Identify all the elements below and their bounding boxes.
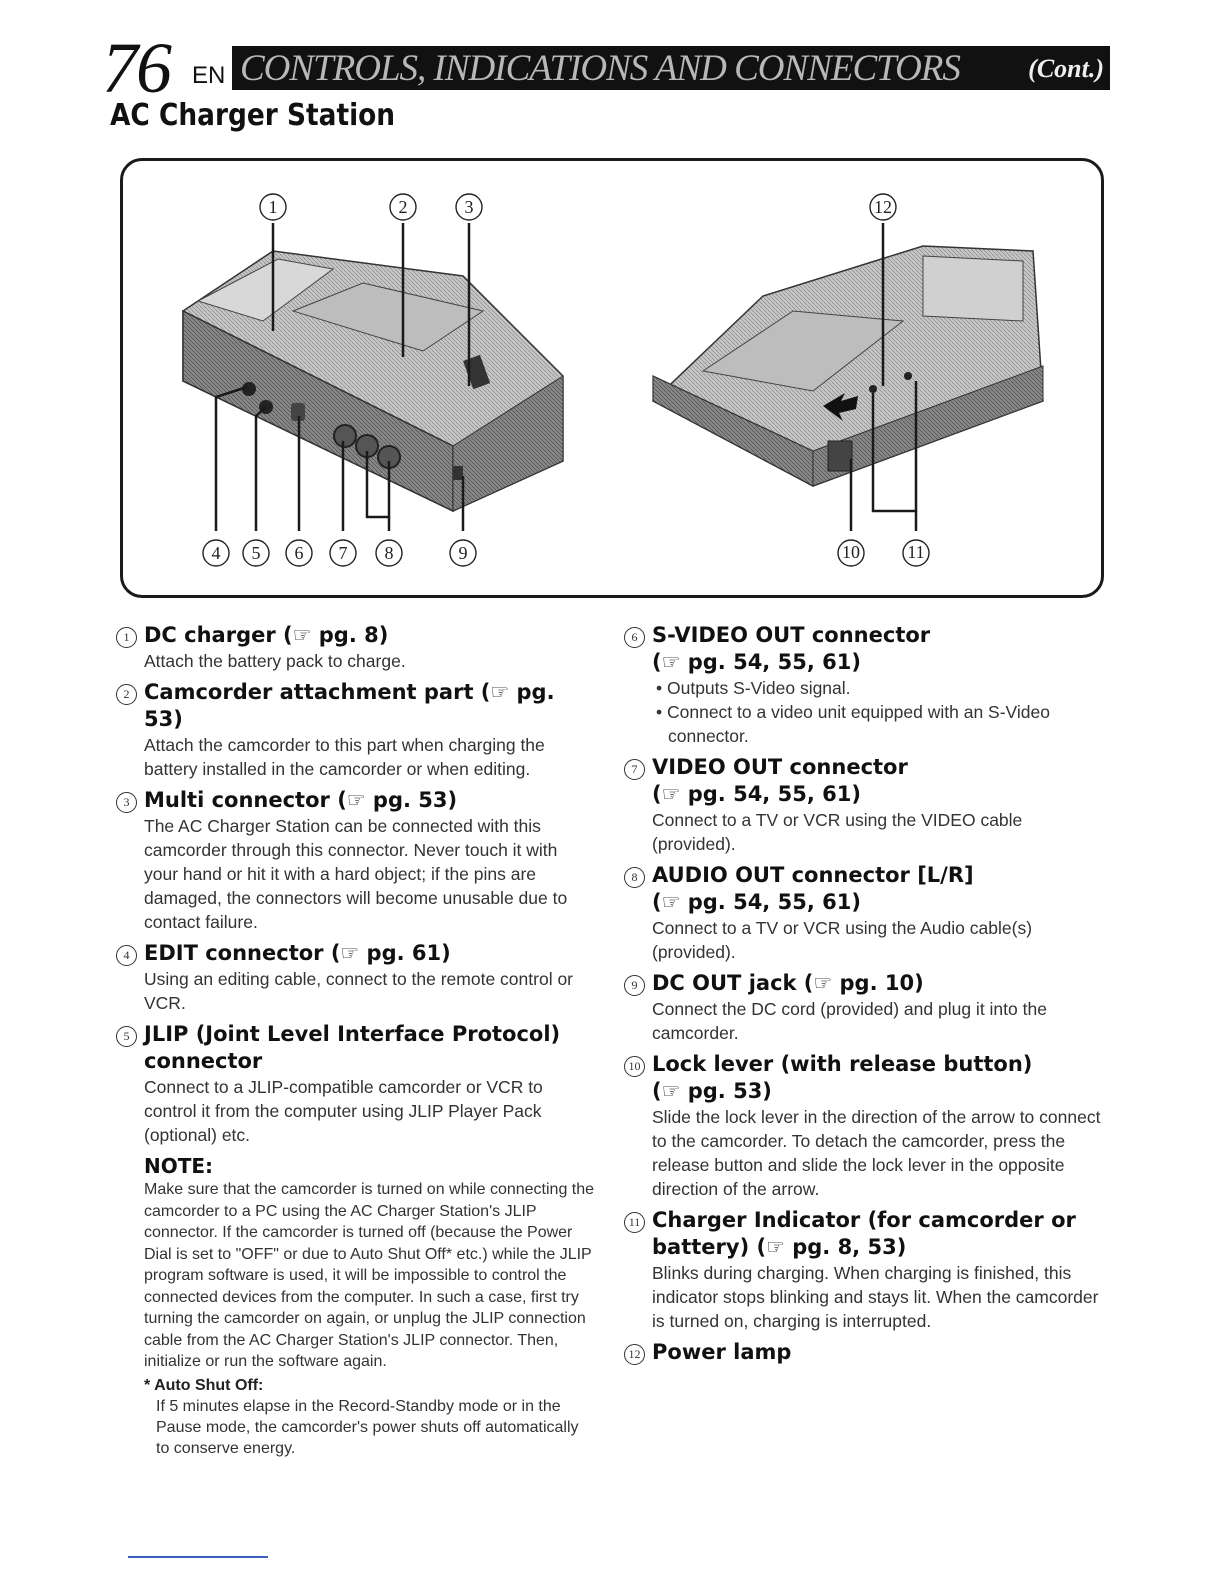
callout-11: 11: [907, 542, 925, 562]
item-description: Slide the lock lever in the direction of the arrow to connect to the camcorder. To detach the camcorder, press the release button and slide the lock lever in the opposite direction of the arrow.: [652, 1107, 1101, 1199]
item-multi-connector: [116, 787, 596, 934]
note-heading: NOTE:: [144, 1154, 214, 1178]
callout-9: 9: [458, 543, 468, 563]
page-number: 76: [102, 28, 170, 108]
note-box: [144, 1153, 596, 1459]
item-edit-connector: [116, 940, 596, 1015]
item-title: DC charger (☞ pg. 8): [144, 623, 389, 647]
item-title: Lock lever (with release button): [652, 1052, 1033, 1076]
item-title: AUDIO OUT connector [L/R]: [652, 863, 974, 887]
chapter-title: CONTROLS, INDICATIONS AND CONNECTORS: [240, 48, 960, 89]
item-description: The AC Charger Station can be connected with this camcorder through this connector. Never touch it with your hand or hit it with a hard object; if the pins are damaged, the connectors will become unusable due to contact failure.: [144, 816, 568, 932]
item-description: Connect to a JLIP-compatible camcorder or VCR to control it from the computer using JLIP Player Pack (optional) etc.: [144, 1077, 543, 1145]
charger-rear-view: [653, 246, 1043, 486]
footnote-text: If 5 minutes elapse in the Record-Standby mode or in the Pause mode, the camcorder's power shuts off automatically to conserve energy.: [156, 1397, 579, 1457]
callout-3: 3: [464, 197, 474, 217]
footnote-heading: * Auto Shut Off:: [144, 1376, 264, 1394]
language-code: EN: [192, 62, 226, 89]
item-number: 6: [624, 627, 645, 648]
callout-1: 1: [268, 197, 278, 217]
item-title: S-VIDEO OUT connector: [652, 623, 931, 647]
item-page-ref: (☞ pg. 54, 55, 61): [652, 650, 861, 674]
item-description: Connect to a TV or VCR using the VIDEO cable (provided).: [652, 810, 1023, 854]
page-header: [100, 28, 1110, 108]
item-number: 3: [116, 792, 137, 813]
item-bullet: • Outputs S-Video signal.: [656, 678, 851, 698]
item-description: Using an editing cable, connect to the remote control or VCR.: [144, 969, 573, 1013]
item-number: 5: [116, 1026, 137, 1047]
item-camcorder-attachment: [116, 679, 596, 781]
item-s-video-out: [624, 622, 1110, 748]
item-dc-charger: [116, 622, 596, 673]
item-description: Attach the camcorder to this part when charging the battery installed in the camcorder or when editing.: [144, 735, 545, 779]
item-title: VIDEO OUT connector: [652, 755, 908, 779]
item-charger-indicator: [624, 1207, 1110, 1333]
charger-illustration: [120, 158, 1104, 598]
item-page-ref: (☞ pg. 53): [652, 1079, 772, 1103]
item-dc-out-jack: [624, 970, 1110, 1045]
callout-10: 10: [842, 542, 860, 562]
item-number: 2: [116, 684, 137, 705]
item-title: Power lamp: [652, 1340, 792, 1364]
item-description: Attach the battery pack to charge.: [144, 651, 406, 671]
callout-2: 2: [398, 197, 408, 217]
callout-6: 6: [294, 543, 304, 563]
callout-4: 4: [211, 543, 221, 563]
item-bullet: • Connect to a video unit equipped with an S-Video connector.: [656, 702, 1050, 746]
item-number: 10: [624, 1056, 645, 1077]
item-lock-lever: [624, 1051, 1110, 1201]
item-number: 4: [116, 945, 137, 966]
item-number: 12: [624, 1344, 645, 1365]
item-description: Connect to a TV or VCR using the Audio cable(s) (provided).: [652, 918, 1033, 962]
footer-rule: [128, 1556, 268, 1558]
callout-5: 5: [251, 543, 261, 563]
item-number: 9: [624, 975, 645, 996]
callout-8: 8: [384, 543, 394, 563]
item-number: 1: [116, 627, 137, 648]
item-jlip-connector: [116, 1021, 596, 1147]
item-title: EDIT connector (☞ pg. 61): [144, 941, 451, 965]
item-page-ref: (☞ pg. 54, 55, 61): [652, 890, 861, 914]
item-title: JLIP (Joint Level Interface Protocol) connector: [144, 1022, 561, 1073]
item-title: Camcorder attachment part (☞ pg. 53): [144, 680, 555, 731]
callout-12: 12: [874, 197, 892, 217]
item-power-lamp: [624, 1339, 1110, 1366]
right-column: [624, 622, 1110, 1372]
item-video-out: [624, 754, 1110, 856]
chapter-banner: [232, 46, 1110, 90]
item-audio-out: [624, 862, 1110, 964]
item-number: 11: [624, 1212, 645, 1233]
callout-7: 7: [338, 543, 348, 563]
left-column: [116, 622, 596, 1459]
item-description: Connect the DC cord (provided) and plug it into the camcorder.: [652, 999, 1047, 1043]
note-text: Make sure that the camcorder is turned on while connecting the camcorder to a PC using the AC Charger Station's JLIP connector. If the camcorder is turned off (because the Power Dial is set to "OFF" or due to Auto Shut Off* etc.) while the JLIP program software is used, it will be impossible to control the connected devices from the computer. In such a case, first try turning the camcorder on again, or unplug the JLIP connection cable from the AC Charger Station's JLIP connector. Then, initialize or run the software again.: [144, 1181, 595, 1370]
item-description: Blinks during charging. When charging is finished, this indicator stops blinking and stays lit. When the camcorder is turned on, charging is interrupted.: [652, 1263, 1099, 1331]
item-title: DC OUT jack (☞ pg. 10): [652, 971, 924, 995]
charger-front-view: [183, 251, 563, 511]
item-page-ref: (☞ pg. 54, 55, 61): [652, 782, 861, 806]
item-title: Charger Indicator (for camcorder or battery) (☞ pg. 8, 53): [652, 1208, 1076, 1259]
item-title: Multi connector (☞ pg. 53): [144, 788, 458, 812]
continued-label: (Cont.): [1028, 54, 1104, 83]
section-title: AC Charger Station: [110, 98, 396, 133]
item-number: 8: [624, 867, 645, 888]
charger-diagram: [123, 161, 1101, 595]
item-number: 7: [624, 759, 645, 780]
